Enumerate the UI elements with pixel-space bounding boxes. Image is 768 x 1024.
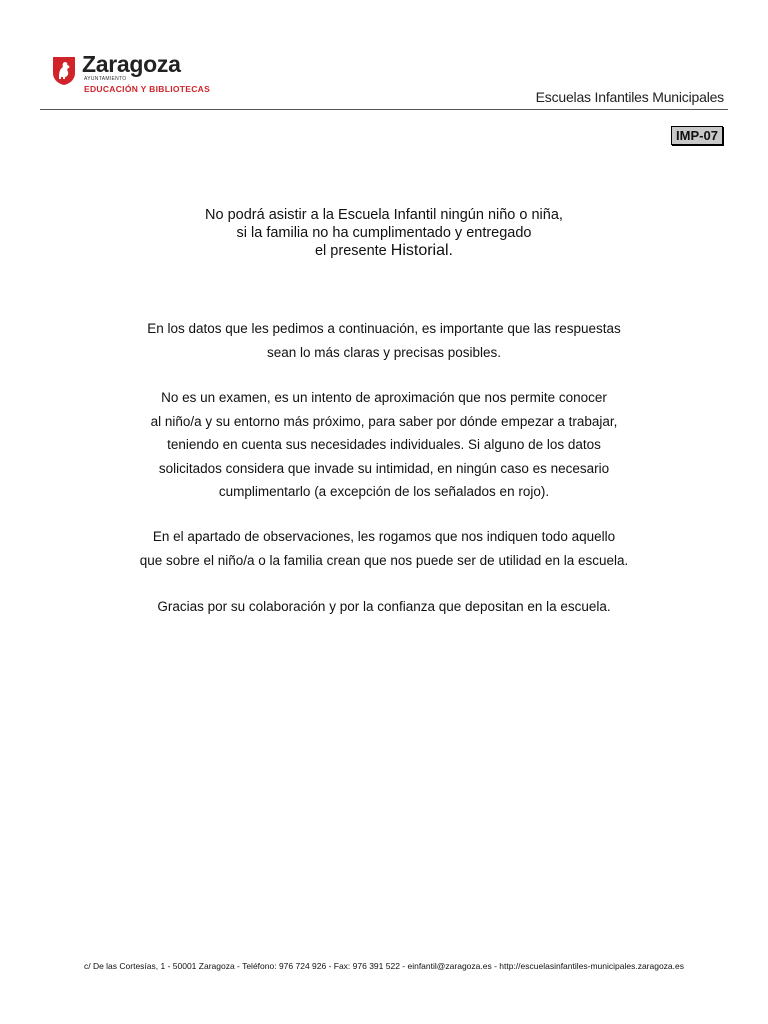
paragraph-3 <box>74 525 694 572</box>
paragraph-2-line-4: solicitados considera que invade su intimidad, en ningún caso es necesario <box>158 460 610 476</box>
paragraph-2-line-5: cumplimentarlo (a excepción de los señalados en rojo). <box>218 484 550 499</box>
paragraph-4 <box>74 595 694 619</box>
paragraph-1-line-1: En los datos que les pedimos a continuación, es importante que las respuestas <box>147 321 621 336</box>
intro-line-3 <box>84 242 684 261</box>
paragraph-2 <box>74 386 694 504</box>
intro-line-3-prefix: el presente <box>314 243 391 259</box>
paragraph-2-line-1: No es un examen, es un intento de aproximación que nos permite conocer <box>161 390 607 405</box>
paragraph-3-line-1: En el apartado de observaciones, les rogamos que nos indiquen todo aquello <box>152 529 616 544</box>
paragraph-2-line-3: teniendo en cuenta sus necesidades individuales. Si alguno de los datos <box>167 437 601 452</box>
intro-historial-word: Historial. <box>390 242 453 259</box>
header-title: Escuelas Infantiles Municipales <box>535 89 724 105</box>
paragraph-4-line-1: Gracias por su colaboración y por la confianza que depositan en la escuela. <box>157 599 611 614</box>
paragraph-1-line-2: sean lo más claras y precisas posibles. <box>266 344 502 360</box>
intro-notice <box>84 207 684 261</box>
lion-shield-icon <box>52 56 76 86</box>
logo-name: Zaragoza <box>82 51 181 77</box>
paragraph-3-line-2: que sobre el niño/a o la familia crean que nos puede ser de utilidad en la escuela. <box>139 552 629 568</box>
logo-subtitle: AYUNTAMIENTO <box>84 76 127 82</box>
document-code-badge: IMP-07 <box>671 126 723 145</box>
paragraph-2-line-2: al niño/a y su entorno más próximo, para saber por dónde empezar a trabajar, <box>150 413 618 429</box>
zaragoza-logo <box>52 51 232 98</box>
logo-department: EDUCACIÓN Y BIBLIOTECAS <box>84 84 211 94</box>
paragraph-1 <box>74 317 694 364</box>
footer-contact: c/ De las Cortesías, 1 - 50001 Zaragoza - Teléfono: 976 724 926 - Fax: 976 391 522 - einfantil@zaragoza.es - http://escuelasinfantiles-municipales.zaragoza.es <box>83 961 685 971</box>
header-divider <box>40 109 728 110</box>
intro-line-1: No podrá asistir a la Escuela Infantil ningún niño o niña, <box>205 207 563 223</box>
intro-line-2: si la familia no ha cumplimentado y entregado <box>236 224 532 241</box>
